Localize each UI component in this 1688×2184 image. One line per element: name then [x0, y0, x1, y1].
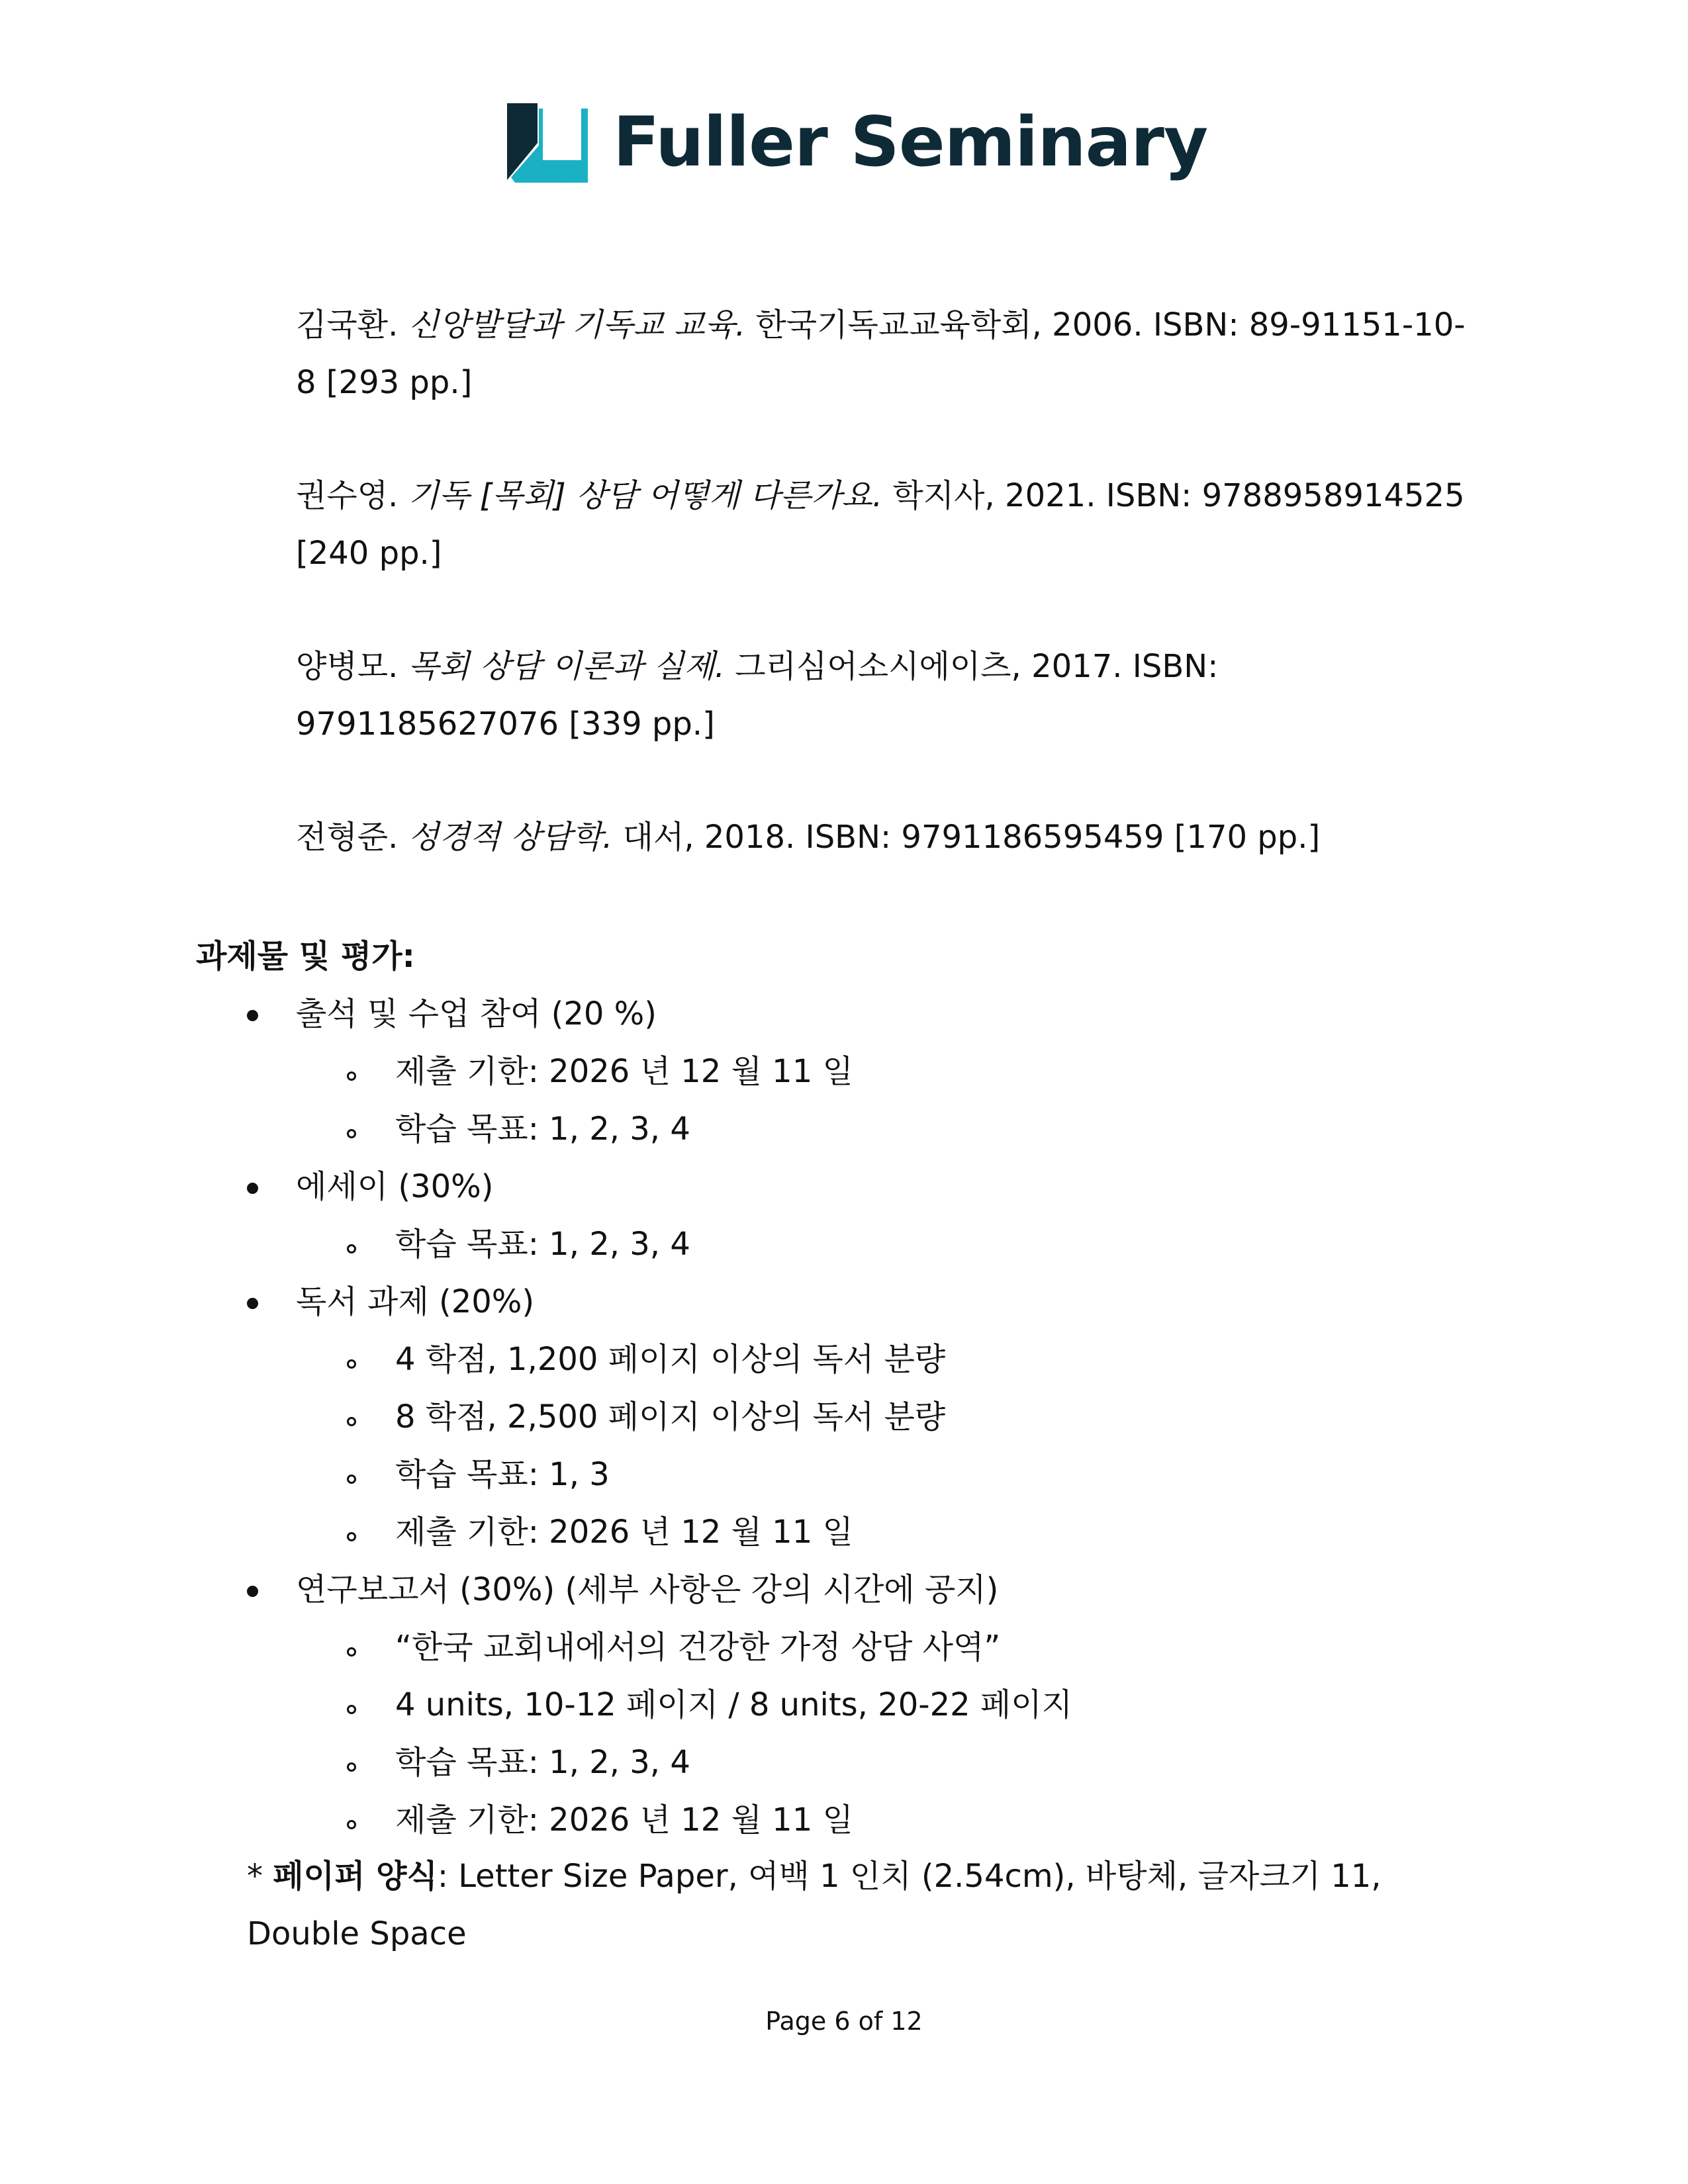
assignment-label: 연구보고서 (30%) (세부 사항은 강의 시간에 공지) [296, 1571, 999, 1608]
assignment-list [0, 985, 1688, 1849]
book-logo-icon [504, 99, 590, 185]
bullet-icon [247, 1183, 258, 1194]
ref-details: 대서, 2018. ISBN: 9791186595459 [170 pp.] [612, 819, 1321, 856]
assignment-subitem [0, 1101, 1688, 1158]
circle-bullet-icon [347, 1244, 356, 1253]
assignment-subitem [0, 1388, 1688, 1446]
subitem-text: 학습 목표: 1, 2, 3, 4 [395, 1226, 690, 1263]
ref-title: 성경적 상담학. [408, 819, 613, 856]
ref-title: 목회 상담 이론과 실제. [408, 648, 725, 685]
fuller-logo [504, 96, 1207, 189]
reference-item [296, 638, 1481, 753]
subitem-text: “한국 교회내에서의 건강한 가정 상담 사역” [395, 1629, 1001, 1666]
assignment-subitem [0, 1734, 1688, 1792]
logo-text: Fuller Seminary [613, 102, 1208, 182]
assignment-subitem [0, 1619, 1688, 1676]
bullet-icon [247, 1010, 258, 1021]
assignment-subitem [0, 1792, 1688, 1849]
circle-bullet-icon [347, 1820, 356, 1829]
reference-item [296, 296, 1481, 412]
assignment-item [0, 1561, 1688, 1619]
subitem-text: 4 학점, 1,200 페이지 이상의 독서 분량 [395, 1341, 946, 1378]
assignment-subitem [0, 1216, 1688, 1273]
ref-author: 양병모. [296, 648, 408, 685]
subitem-text: 4 units, 10-12 페이지 / 8 units, 20-22 페이지 [395, 1686, 1073, 1723]
circle-bullet-icon [347, 1071, 356, 1081]
circle-bullet-icon [347, 1647, 356, 1657]
reference-list [296, 296, 1481, 866]
subitem-text: 제출 기한: 2026 년 12 월 11 일 [395, 1801, 853, 1839]
assignment-subitem [0, 1043, 1688, 1101]
assignment-subitem [0, 1331, 1688, 1388]
subitem-text: 학습 목표: 1, 2, 3, 4 [395, 1111, 690, 1148]
reference-item [296, 809, 1481, 866]
ref-details: 한국기독교교육학회, 2006. ISBN: 89-91151-10-8 [293 pp.] [296, 306, 1466, 401]
ref-author: 전형준. [296, 819, 408, 856]
ref-author: 권수영. [296, 477, 408, 514]
assignment-item [0, 1273, 1688, 1331]
subitem-text: 제출 기한: 2026 년 12 월 11 일 [395, 1514, 853, 1551]
circle-bullet-icon [347, 1417, 356, 1426]
assignment-label: 에세이 (30%) [296, 1168, 494, 1205]
assignment-item [0, 985, 1688, 1043]
assignments-heading: 과제물 및 평가: [196, 938, 415, 975]
bullet-icon [247, 1586, 258, 1597]
assignment-subitem [0, 1504, 1688, 1561]
circle-bullet-icon [347, 1129, 356, 1138]
circle-bullet-icon [347, 1475, 356, 1484]
assignment-item [0, 1158, 1688, 1216]
ref-author: 김국환. [296, 306, 408, 343]
circle-bullet-icon [347, 1532, 356, 1541]
bullet-icon [247, 1298, 258, 1309]
paper-format-note [247, 1848, 1491, 1963]
format-prefix: * [247, 1858, 273, 1895]
circle-bullet-icon [347, 1359, 356, 1369]
assignment-subitem [0, 1446, 1688, 1504]
format-text: : Letter Size Paper, 여백 1 인치 (2.54cm), 바탕체, 글자크기 11, Double Space [247, 1858, 1382, 1952]
assignment-subitem [0, 1676, 1688, 1734]
ref-details: 학지사, 2021. ISBN: 9788958914525 [240 pp.] [296, 477, 1465, 572]
ref-title: 기독 [목회] 상담 어떻게 다른가요. [408, 477, 883, 514]
subitem-text: 제출 기한: 2026 년 12 월 11 일 [395, 1053, 853, 1090]
assignment-label: 출석 및 수업 참여 (20 %) [296, 995, 657, 1032]
format-label: 페이퍼 양식 [273, 1858, 438, 1895]
circle-bullet-icon [347, 1705, 356, 1714]
ref-details: 그리심어소시에이츠, 2017. ISBN: 9791185627076 [339 pp.] [296, 648, 1219, 743]
assignment-label: 독서 과제 (20%) [296, 1283, 535, 1320]
subitem-text: 학습 목표: 1, 2, 3, 4 [395, 1744, 690, 1781]
circle-bullet-icon [347, 1762, 356, 1772]
page-number: Page 6 of 12 [765, 2007, 923, 2036]
subitem-text: 8 학점, 2,500 페이지 이상의 독서 분량 [395, 1398, 946, 1435]
ref-title: 신앙발달과 기독교 교육. [408, 306, 746, 343]
subitem-text: 학습 목표: 1, 3 [395, 1456, 610, 1493]
reference-item [296, 467, 1481, 582]
